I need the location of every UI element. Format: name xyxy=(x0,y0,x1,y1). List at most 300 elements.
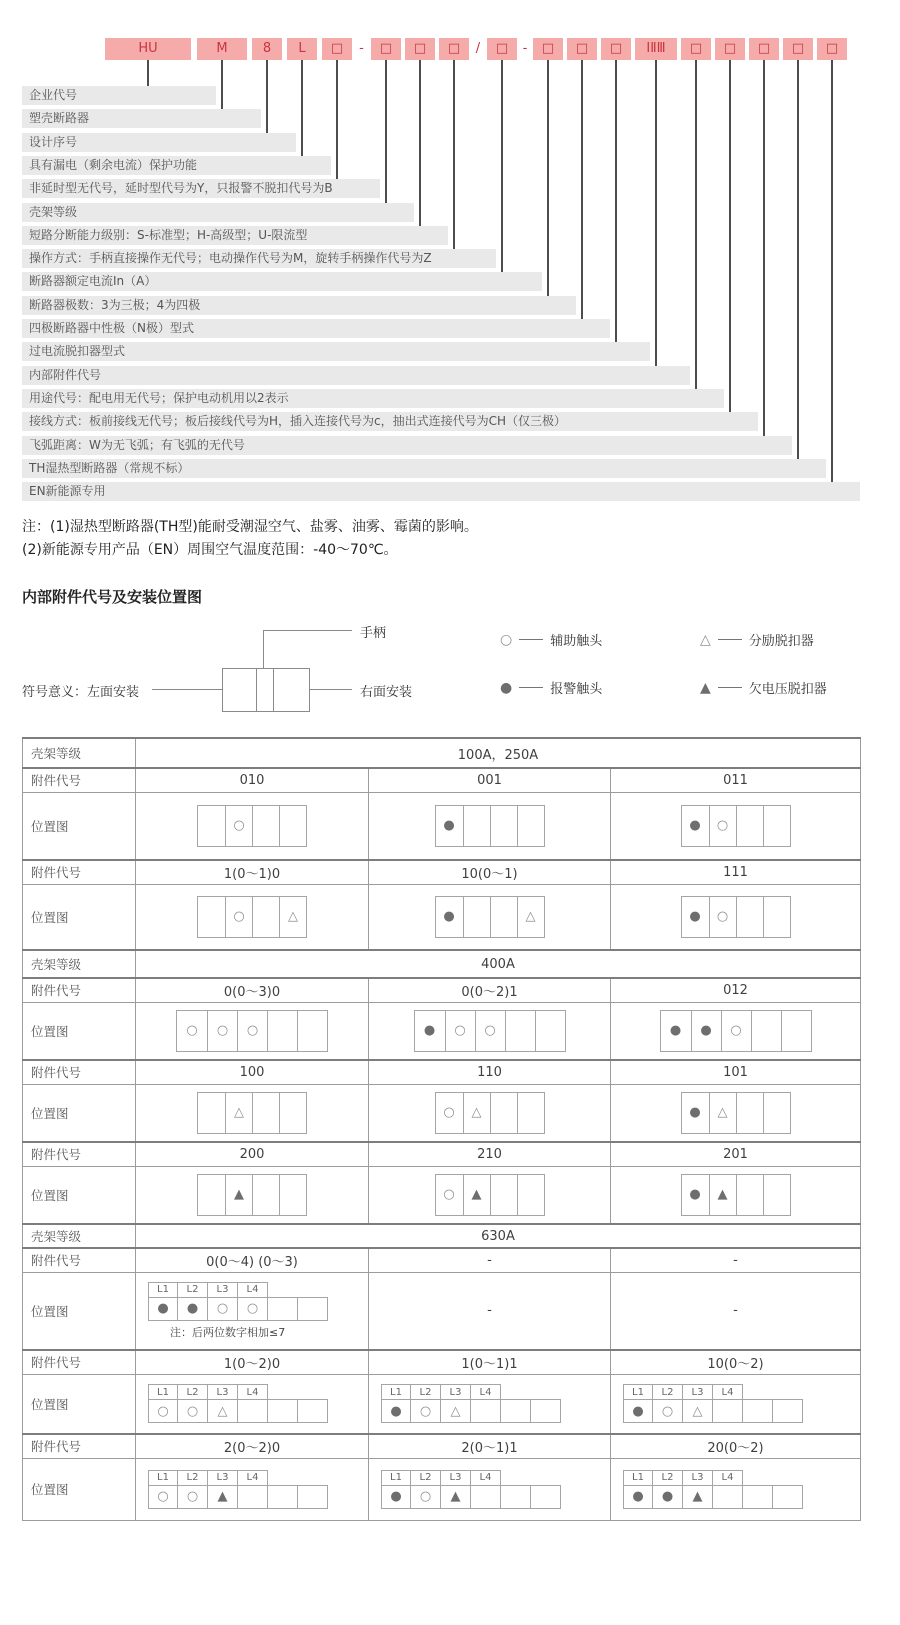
row-header-label: 附件代号 xyxy=(23,1350,136,1374)
alarm-contact-symbol: ● xyxy=(632,1403,644,1419)
alarm-contact-symbol: ● xyxy=(390,1489,402,1504)
diagram-slot xyxy=(490,1093,517,1133)
position-diagram xyxy=(435,896,545,938)
diagram-slot xyxy=(198,897,225,937)
undervoltage-release-symbol: ▲ xyxy=(234,1187,244,1203)
diagram-slot xyxy=(298,1485,328,1509)
diagram-slot xyxy=(471,1399,501,1423)
breaker-divider-line xyxy=(256,669,257,711)
diagram-slot xyxy=(445,1011,475,1051)
diagram-slot xyxy=(736,897,763,937)
aux-contact-symbol: ○ xyxy=(216,1301,229,1317)
connector-line xyxy=(147,60,149,88)
diagram-slot xyxy=(709,897,736,937)
diagram-slot xyxy=(463,806,490,846)
handle-pointer-line xyxy=(263,630,352,631)
position-diagram-cell xyxy=(369,1374,611,1434)
code-field-label: 塑壳断路器 xyxy=(22,109,261,128)
aux-contact-symbol: ○ xyxy=(716,818,729,834)
position-diagram xyxy=(197,1092,307,1134)
pole-label: L2 xyxy=(411,1470,441,1486)
diagram-slot xyxy=(682,1175,709,1215)
position-diagram-row xyxy=(23,1458,861,1520)
position-diagram-cell xyxy=(611,792,861,860)
position-diagram xyxy=(435,1092,545,1134)
pole-label: L3 xyxy=(683,1470,713,1486)
notes xyxy=(22,516,478,562)
right-install-label: 右面安装 xyxy=(360,685,413,700)
undervoltage-release-symbol: ▲ xyxy=(692,1489,703,1504)
row-header-label: 壳架等级 xyxy=(23,950,136,978)
diagram-slot xyxy=(501,1399,531,1423)
row-header-label: 壳架等级 xyxy=(23,738,136,768)
pole-label: L1 xyxy=(148,1384,178,1400)
diagram-slot xyxy=(763,1093,790,1133)
code-box: □ xyxy=(749,38,779,60)
accessory-code-value: 010 xyxy=(136,768,369,792)
connector-line xyxy=(729,60,731,414)
diagram-slot xyxy=(279,897,306,937)
aux-contact-symbol: ○ xyxy=(186,1489,199,1504)
diagram-slot xyxy=(252,1093,279,1133)
aux-contact-symbol: ○ xyxy=(157,1403,169,1419)
pole-label: L1 xyxy=(148,1282,178,1298)
diagram-slot xyxy=(225,897,252,937)
diagram-slot xyxy=(178,1399,208,1423)
accessory-code-value: 110 xyxy=(369,1060,611,1084)
alarm-contact-symbol: ● xyxy=(700,1023,712,1039)
position-diagram xyxy=(681,1092,791,1134)
pole-label: L1 xyxy=(623,1470,653,1486)
code-field-label: 四极断路器中性极（N极）型式 xyxy=(22,319,610,338)
connector-line xyxy=(547,60,549,298)
code-box: 8 xyxy=(252,38,282,60)
code-field-label: 断路器极数：3为三极；4为四极 xyxy=(22,296,576,315)
diagram-slot xyxy=(279,1093,306,1133)
code-box: □ xyxy=(533,38,563,60)
position-diagram-cell xyxy=(611,1166,861,1224)
legend-item-alarm-contact xyxy=(500,678,602,697)
accessory-code-value: 1(0～2)0 xyxy=(136,1350,369,1374)
accessory-code-value: 111 xyxy=(611,860,861,884)
diagram-slot xyxy=(683,1485,713,1509)
connector-line xyxy=(831,60,833,484)
diagram-slot xyxy=(691,1011,721,1051)
diagram-slot xyxy=(501,1485,531,1509)
accessory-code-row xyxy=(23,1350,861,1374)
position-diagram-row xyxy=(23,1166,861,1224)
position-diagram-row xyxy=(23,792,861,860)
code-box: □ xyxy=(487,38,517,60)
alarm-contact-symbol: ● xyxy=(689,818,701,834)
position-diagram-row xyxy=(23,1374,861,1434)
legend-item-shunt-release xyxy=(700,630,814,649)
alarm-contact-symbol: ● xyxy=(390,1403,402,1419)
diagram-slot xyxy=(225,1175,252,1215)
code-field-label: 短路分断能力级别：S-标准型；H-高级型；U-限流型 xyxy=(22,226,448,245)
aux-contact-symbol: ○ xyxy=(186,1023,198,1039)
accessory-code-value: 10(0～1) xyxy=(369,860,611,884)
code-box: □ xyxy=(715,38,745,60)
diagram-slot xyxy=(148,1297,178,1321)
pole-label: L2 xyxy=(411,1384,441,1400)
diagram-slot xyxy=(252,897,279,937)
diagram-slot xyxy=(436,1175,463,1215)
position-diagram xyxy=(681,1174,791,1216)
accessory-code-value: 201 xyxy=(611,1142,861,1166)
code-field-label: 断路器额定电流In（A） xyxy=(22,272,542,291)
connector-line xyxy=(336,60,338,181)
position-diagram-cell xyxy=(369,1458,611,1520)
accessory-code-value: 10(0～2) xyxy=(611,1350,861,1374)
diagram-slot xyxy=(682,1093,709,1133)
legend-item-aux-contact xyxy=(500,630,602,649)
diagram-slot xyxy=(661,1011,691,1051)
diagram-slot xyxy=(252,806,279,846)
diagram-slot xyxy=(252,1175,279,1215)
aux-contact-symbol: ○ xyxy=(730,1023,742,1039)
pole-label: L2 xyxy=(178,1470,208,1486)
position-diagram-row xyxy=(23,1272,861,1350)
accessory-code-value: 2(0～1)1 xyxy=(369,1434,611,1458)
accessory-code-value: 0(0～3)0 xyxy=(136,978,369,1002)
diagram-slot xyxy=(415,1011,445,1051)
diagram-slot xyxy=(751,1011,781,1051)
alarm-contact-symbol: ● xyxy=(632,1489,644,1504)
code-field-label: TH湿热型断路器（常规不标） xyxy=(22,459,826,478)
accessory-code-value: 1(0～1)0 xyxy=(136,860,369,884)
code-box: □ xyxy=(567,38,597,60)
accessory-code-row xyxy=(23,1060,861,1084)
pole-label: L4 xyxy=(238,1384,268,1400)
accessory-code-value: - xyxy=(611,1248,861,1272)
position-diagram xyxy=(197,805,307,847)
right-install-line xyxy=(310,689,352,690)
diagram-slot xyxy=(381,1399,411,1423)
position-diagram xyxy=(435,805,545,847)
connector-line xyxy=(501,60,503,274)
diagram-slot xyxy=(505,1011,535,1051)
connector-line xyxy=(615,60,617,344)
diagram-slot xyxy=(198,806,225,846)
code-box: □ xyxy=(439,38,469,60)
legend-label: 欠电压脱扣器 xyxy=(748,682,827,697)
shunt-release-symbol: △ xyxy=(450,1403,461,1419)
diagram-slot xyxy=(471,1485,501,1509)
diagram-slot xyxy=(198,1175,225,1215)
diagram-slot xyxy=(535,1011,565,1051)
aux-contact-symbol: ○ xyxy=(233,909,245,925)
row-header-label: 位置图 xyxy=(23,1002,136,1060)
pole-label: L4 xyxy=(471,1384,501,1400)
shunt-release-symbol: △ xyxy=(717,1105,728,1121)
row-header-label: 附件代号 xyxy=(23,1434,136,1458)
undervoltage-release-symbol: ▲ xyxy=(450,1489,461,1504)
undervoltage-release-symbol: ▲ xyxy=(717,1187,728,1203)
accessory-code-value: 1(0～1)1 xyxy=(369,1350,611,1374)
diagram-slot xyxy=(238,1399,268,1423)
shunt-release-symbol: △ xyxy=(692,1403,703,1419)
accessory-code-row xyxy=(23,1248,861,1272)
pole-label: L4 xyxy=(238,1282,268,1298)
position-diagram-cell xyxy=(369,1002,611,1060)
position-diagram xyxy=(414,1010,566,1052)
undervoltage-release-symbol: ▲ xyxy=(471,1187,482,1203)
diagram-slot xyxy=(743,1485,773,1509)
code-field-label: 过电流脱扣器型式 xyxy=(22,342,650,361)
diagram-slot xyxy=(198,1093,225,1133)
diagram-slot xyxy=(721,1011,751,1051)
position-diagram xyxy=(197,1174,307,1216)
diagram-slot xyxy=(709,806,736,846)
pole-label: L2 xyxy=(653,1384,683,1400)
diagram-slot xyxy=(763,1175,790,1215)
position-diagram xyxy=(381,1384,561,1423)
section-title: 内部附件代号及安装位置图 xyxy=(22,588,203,606)
legend-label: 辅助触头 xyxy=(550,634,603,649)
diagram-slot xyxy=(177,1011,207,1051)
diagram-slot xyxy=(490,897,517,937)
left-install-line xyxy=(152,689,222,690)
accessory-code-row xyxy=(23,1142,861,1166)
position-diagram-cell xyxy=(136,1272,369,1350)
diagram-slot xyxy=(268,1399,298,1423)
diagram-slot xyxy=(490,1175,517,1215)
position-diagram-cell xyxy=(611,1084,861,1142)
alarm-contact-symbol: ● xyxy=(186,1301,199,1317)
pole-label: L3 xyxy=(208,1384,238,1400)
code-box: HU xyxy=(105,38,191,60)
code-field-label: 飞弧距离：W为无飞弧；有飞弧的无代号 xyxy=(22,436,792,455)
row-header-label: 位置图 xyxy=(23,1084,136,1142)
code-box: □ xyxy=(371,38,401,60)
position-diagram xyxy=(197,896,307,938)
row-header-label: 附件代号 xyxy=(23,1060,136,1084)
position-diagram xyxy=(148,1384,328,1423)
position-diagram-cell xyxy=(611,1458,861,1520)
diagram-slot xyxy=(682,806,709,846)
row-header-label: 位置图 xyxy=(23,884,136,950)
position-diagram xyxy=(148,1470,328,1509)
accessory-code-row xyxy=(23,860,861,884)
legend-dash xyxy=(519,639,543,640)
breaker-divider-line xyxy=(273,669,274,711)
accessory-code-row xyxy=(23,1434,861,1458)
note-line-1: 注：(1)湿热型断路器(TH型)能耐受潮湿空气、盐雾、油雾、霉菌的影响。 xyxy=(22,519,478,535)
legend-dash xyxy=(718,687,742,688)
diagram-slot xyxy=(736,1175,763,1215)
alarm-contact-symbol: ● xyxy=(689,909,701,925)
code-box: □ xyxy=(322,38,352,60)
diagram-slot xyxy=(773,1399,803,1423)
legend-dash xyxy=(718,639,742,640)
undervoltage-release-symbol: ▲ xyxy=(700,679,711,696)
code-box: □ xyxy=(817,38,847,60)
note-line-2: (2)新能源专用产品（EN）周围空气温度范围：-40～70℃。 xyxy=(22,542,398,558)
accessory-code-row xyxy=(23,978,861,1002)
code-separator: - xyxy=(359,41,364,56)
position-diagram-cell xyxy=(136,884,369,950)
diagram-slot xyxy=(298,1297,328,1321)
code-box: □ xyxy=(783,38,813,60)
position-diagram-cell: - xyxy=(369,1272,611,1350)
diagram-slot xyxy=(148,1485,178,1509)
row-header-label: 附件代号 xyxy=(23,1248,136,1272)
position-diagram xyxy=(623,1470,803,1509)
accessory-code-value: 210 xyxy=(369,1142,611,1166)
pole-label: L3 xyxy=(441,1470,471,1486)
row-header-label: 附件代号 xyxy=(23,978,136,1002)
aux-contact-symbol: ○ xyxy=(419,1403,432,1419)
diagram-slot xyxy=(463,1093,490,1133)
pole-label: L4 xyxy=(238,1470,268,1486)
connector-line xyxy=(655,60,657,368)
position-diagram xyxy=(435,1174,545,1216)
code-field-label: 壳架等级 xyxy=(22,203,414,222)
position-diagram-cell xyxy=(611,1002,861,1060)
aux-contact-symbol: ○ xyxy=(157,1489,169,1504)
aux-contact-symbol: ○ xyxy=(443,1187,455,1203)
frame-size-row xyxy=(23,1224,861,1248)
diagram-slot xyxy=(225,1093,252,1133)
accessory-code-value: - xyxy=(369,1248,611,1272)
position-diagram xyxy=(381,1470,561,1509)
aux-contact-symbol: ○ xyxy=(443,1105,455,1121)
diagram-slot xyxy=(441,1485,471,1509)
code-box: □ xyxy=(601,38,631,60)
diagram-slot xyxy=(178,1485,208,1509)
code-field-label: 操作方式：手柄直接操作无代号；电动操作代号为M，旋转手柄操作代号为Z xyxy=(22,249,496,268)
code-field-label: EN新能源专用 xyxy=(22,482,860,501)
code-field-label: 设计序号 xyxy=(22,133,296,152)
connector-line xyxy=(581,60,583,321)
alarm-contact-symbol: ● xyxy=(661,1489,674,1504)
diagram-slot xyxy=(490,806,517,846)
diagram-slot xyxy=(436,806,463,846)
diagram-slot xyxy=(268,1485,298,1509)
diagram-slot xyxy=(713,1399,743,1423)
position-diagram-row xyxy=(23,884,861,950)
aux-contact-symbol: ○ xyxy=(661,1403,674,1419)
diagram-slot xyxy=(436,1093,463,1133)
diagram-slot xyxy=(531,1485,561,1509)
diagram-slot xyxy=(743,1399,773,1423)
position-diagram-cell xyxy=(369,792,611,860)
aux-contact-symbol: ○ xyxy=(419,1489,432,1504)
pole-label: L4 xyxy=(471,1470,501,1486)
diagram-slot xyxy=(463,1175,490,1215)
diagram-slot xyxy=(148,1399,178,1423)
shunt-release-symbol: △ xyxy=(700,631,711,648)
diagram-slot xyxy=(683,1399,713,1423)
alarm-contact-symbol: ● xyxy=(500,679,513,696)
position-diagram xyxy=(623,1384,803,1423)
alarm-contact-symbol: ● xyxy=(669,1023,682,1039)
diagram-slot xyxy=(238,1297,268,1321)
row-header-label: 位置图 xyxy=(23,1374,136,1434)
code-field-label: 具有漏电（剩余电流）保护功能 xyxy=(22,156,331,175)
code-separator: - xyxy=(522,41,528,56)
alarm-contact-symbol: ● xyxy=(443,909,455,925)
alarm-contact-symbol: ● xyxy=(423,1023,436,1039)
code-separator: / xyxy=(475,41,481,56)
diagram-slot xyxy=(682,897,709,937)
accessory-code-value: 001 xyxy=(369,768,611,792)
aux-contact-symbol: ○ xyxy=(186,1403,199,1419)
connector-line xyxy=(419,60,421,228)
shunt-release-symbol: △ xyxy=(217,1403,228,1419)
code-field-label: 接线方式：板前接线无代号；板后接线代号为H，插入连接代号为c，抽出式连接代号为CH（仅三极） xyxy=(22,412,758,431)
diagram-slot xyxy=(208,1297,238,1321)
pole-label: L1 xyxy=(381,1470,411,1486)
diagram-slot xyxy=(709,1175,736,1215)
pole-label: L3 xyxy=(441,1384,471,1400)
position-diagram-cell xyxy=(136,1374,369,1434)
connector-line xyxy=(301,60,303,158)
position-diagram-cell xyxy=(611,884,861,950)
aux-contact-symbol: ○ xyxy=(233,818,245,834)
diagram-slot xyxy=(736,806,763,846)
row-header-label: 位置图 xyxy=(23,1166,136,1224)
diagram-note: 注：后两位数字相加≤7 xyxy=(170,1325,286,1339)
legend-item-undervoltage-release xyxy=(700,678,827,697)
diagram-slot xyxy=(517,897,544,937)
alarm-contact-symbol: ● xyxy=(689,1187,701,1203)
position-diagram-cell xyxy=(136,1166,369,1224)
connector-line xyxy=(385,60,387,205)
position-diagram-cell xyxy=(611,1374,861,1434)
alarm-contact-symbol: ● xyxy=(689,1105,701,1121)
diagram-slot xyxy=(411,1399,441,1423)
diagram-slot xyxy=(517,806,544,846)
diagram-slot xyxy=(517,1093,544,1133)
diagram-slot xyxy=(436,897,463,937)
diagram-slot xyxy=(208,1485,238,1509)
position-diagram-cell xyxy=(136,1458,369,1520)
diagram-slot xyxy=(781,1011,811,1051)
diagram-slot xyxy=(267,1011,297,1051)
diagram-slot xyxy=(237,1011,267,1051)
shunt-release-symbol: △ xyxy=(471,1105,482,1121)
row-header-label: 附件代号 xyxy=(23,860,136,884)
code-field-label: 用途代号：配电用无代号；保护电动机用以2表示 xyxy=(22,389,724,408)
row-header-label: 位置图 xyxy=(23,792,136,860)
diagram-slot xyxy=(531,1399,561,1423)
code-box: □ xyxy=(681,38,711,60)
diagram-slot xyxy=(208,1399,238,1423)
legend-label: 报警触头 xyxy=(550,682,603,697)
accessory-code-value: 0(0～2)1 xyxy=(369,978,611,1002)
pole-label: L2 xyxy=(653,1470,683,1486)
position-diagram-cell xyxy=(369,1166,611,1224)
alarm-contact-symbol: ● xyxy=(157,1301,169,1317)
aux-contact-symbol: ○ xyxy=(246,1301,259,1317)
accessory-code-value: 0(0～4) (0～3) xyxy=(136,1248,369,1272)
frame-size-value: 400A xyxy=(136,950,861,978)
diagram-slot xyxy=(773,1485,803,1509)
pole-label: L1 xyxy=(381,1384,411,1400)
diagram-slot xyxy=(763,897,790,937)
position-diagram xyxy=(681,805,791,847)
code-box: □ xyxy=(405,38,435,60)
diagram-slot xyxy=(713,1485,743,1509)
diagram-slot xyxy=(238,1485,268,1509)
frame-size-value: 630A xyxy=(136,1224,861,1248)
connector-line xyxy=(453,60,455,251)
connector-line xyxy=(266,60,268,135)
aux-contact-symbol: ○ xyxy=(454,1023,466,1039)
code-field-label: 企业代号 xyxy=(22,86,216,105)
